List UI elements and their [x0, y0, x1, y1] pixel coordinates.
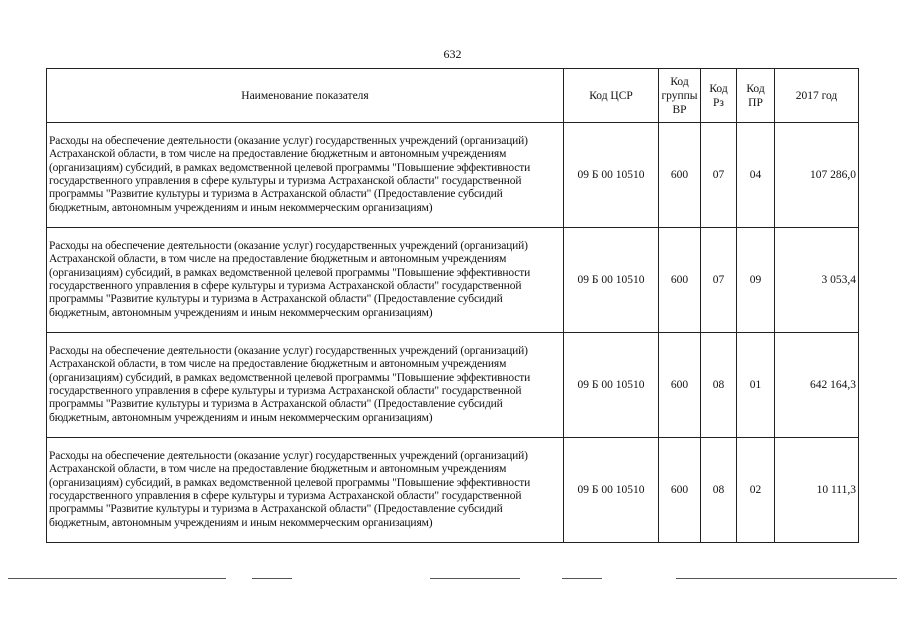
scan-edge-line	[430, 578, 520, 579]
row-vr: 600	[659, 123, 701, 228]
table-row	[47, 123, 859, 228]
row-pr: 02	[737, 438, 775, 543]
header-rz: Код Рз	[701, 69, 737, 123]
row-rz: 07	[701, 123, 737, 228]
row-csr: 09 Б 00 10510	[564, 123, 659, 228]
row-csr: 09 Б 00 10510	[564, 333, 659, 438]
header-vr: Код группы ВР	[659, 69, 701, 123]
row-pr: 01	[737, 333, 775, 438]
header-year: 2017 год	[775, 69, 859, 123]
table-header-row	[47, 69, 859, 123]
row-vr: 600	[659, 228, 701, 333]
row-rz: 08	[701, 333, 737, 438]
row-pr: 04	[737, 123, 775, 228]
row-amount: 642 164,3	[775, 333, 859, 438]
row-rz: 08	[701, 438, 737, 543]
header-name: Наименование показателя	[47, 69, 564, 123]
table-row	[47, 228, 859, 333]
row-pr: 09	[737, 228, 775, 333]
row-name: Расходы на обеспечение деятельности (оказание услуг) государственных учреждений (организаций) Астраханской области, в том числе на предоставление бюджетным и автономным учреждениям (организациям) субсидий, в рамках ведомственной целевой программы "Повышение эффективности государственного управления в сфере культуры и туризма Астраханской области" государственной программы "Развитие культуры и туризма в Астраханской области" (Предоставление субсидий бюджетным, автономным учреждениям и иным некоммерческим организациям)	[47, 333, 564, 438]
row-vr: 600	[659, 438, 701, 543]
scan-edge-line	[252, 578, 292, 579]
row-amount: 10 111,3	[775, 438, 859, 543]
row-amount: 3 053,4	[775, 228, 859, 333]
scan-edge-line	[562, 578, 602, 579]
row-amount: 107 286,0	[775, 123, 859, 228]
row-csr: 09 Б 00 10510	[564, 228, 659, 333]
row-name: Расходы на обеспечение деятельности (оказание услуг) государственных учреждений (организаций) Астраханской области, в том числе на предоставление бюджетным и автономным учреждениям (организациям) субсидий, в рамках ведомственной целевой программы "Повышение эффективности государственного управления в сфере культуры и туризма Астраханской области" государственной программы "Развитие культуры и туризма в Астраханской области" (Предоставление субсидий бюджетным, автономным учреждениям и иным некоммерческим организациям)	[47, 438, 564, 543]
row-vr: 600	[659, 333, 701, 438]
scan-edge-line	[8, 578, 226, 579]
page-number: 632	[443, 47, 462, 61]
row-name: Расходы на обеспечение деятельности (оказание услуг) государственных учреждений (организаций) Астраханской области, в том числе на предоставление бюджетным и автономным учреждениям (организациям) субсидий, в рамках ведомственной целевой программы "Повышение эффективности государственного управления в сфере культуры и туризма Астраханской области" государственной программы "Развитие культуры и туризма в Астраханской области" (Предоставление субсидий бюджетным, автономным учреждениям и иным некоммерческим организациям)	[47, 228, 564, 333]
table-row	[47, 438, 859, 543]
header-pr: Код ПР	[737, 69, 775, 123]
table-row	[47, 333, 859, 438]
scan-edge-line	[676, 578, 897, 579]
budget-table	[46, 68, 859, 543]
row-csr: 09 Б 00 10510	[564, 438, 659, 543]
header-csr: Код ЦСР	[564, 69, 659, 123]
row-rz: 07	[701, 228, 737, 333]
row-name: Расходы на обеспечение деятельности (оказание услуг) государственных учреждений (организаций) Астраханской области, в том числе на предоставление бюджетным и автономным учреждениям (организациям) субсидий, в рамках ведомственной целевой программы "Повышение эффективности государственного управления в сфере культуры и туризма Астраханской области" государственной программы "Развитие культуры и туризма в Астраханской области" (Предоставление субсидий бюджетным, автономным учреждениям и иным некоммерческим организациям)	[47, 123, 564, 228]
